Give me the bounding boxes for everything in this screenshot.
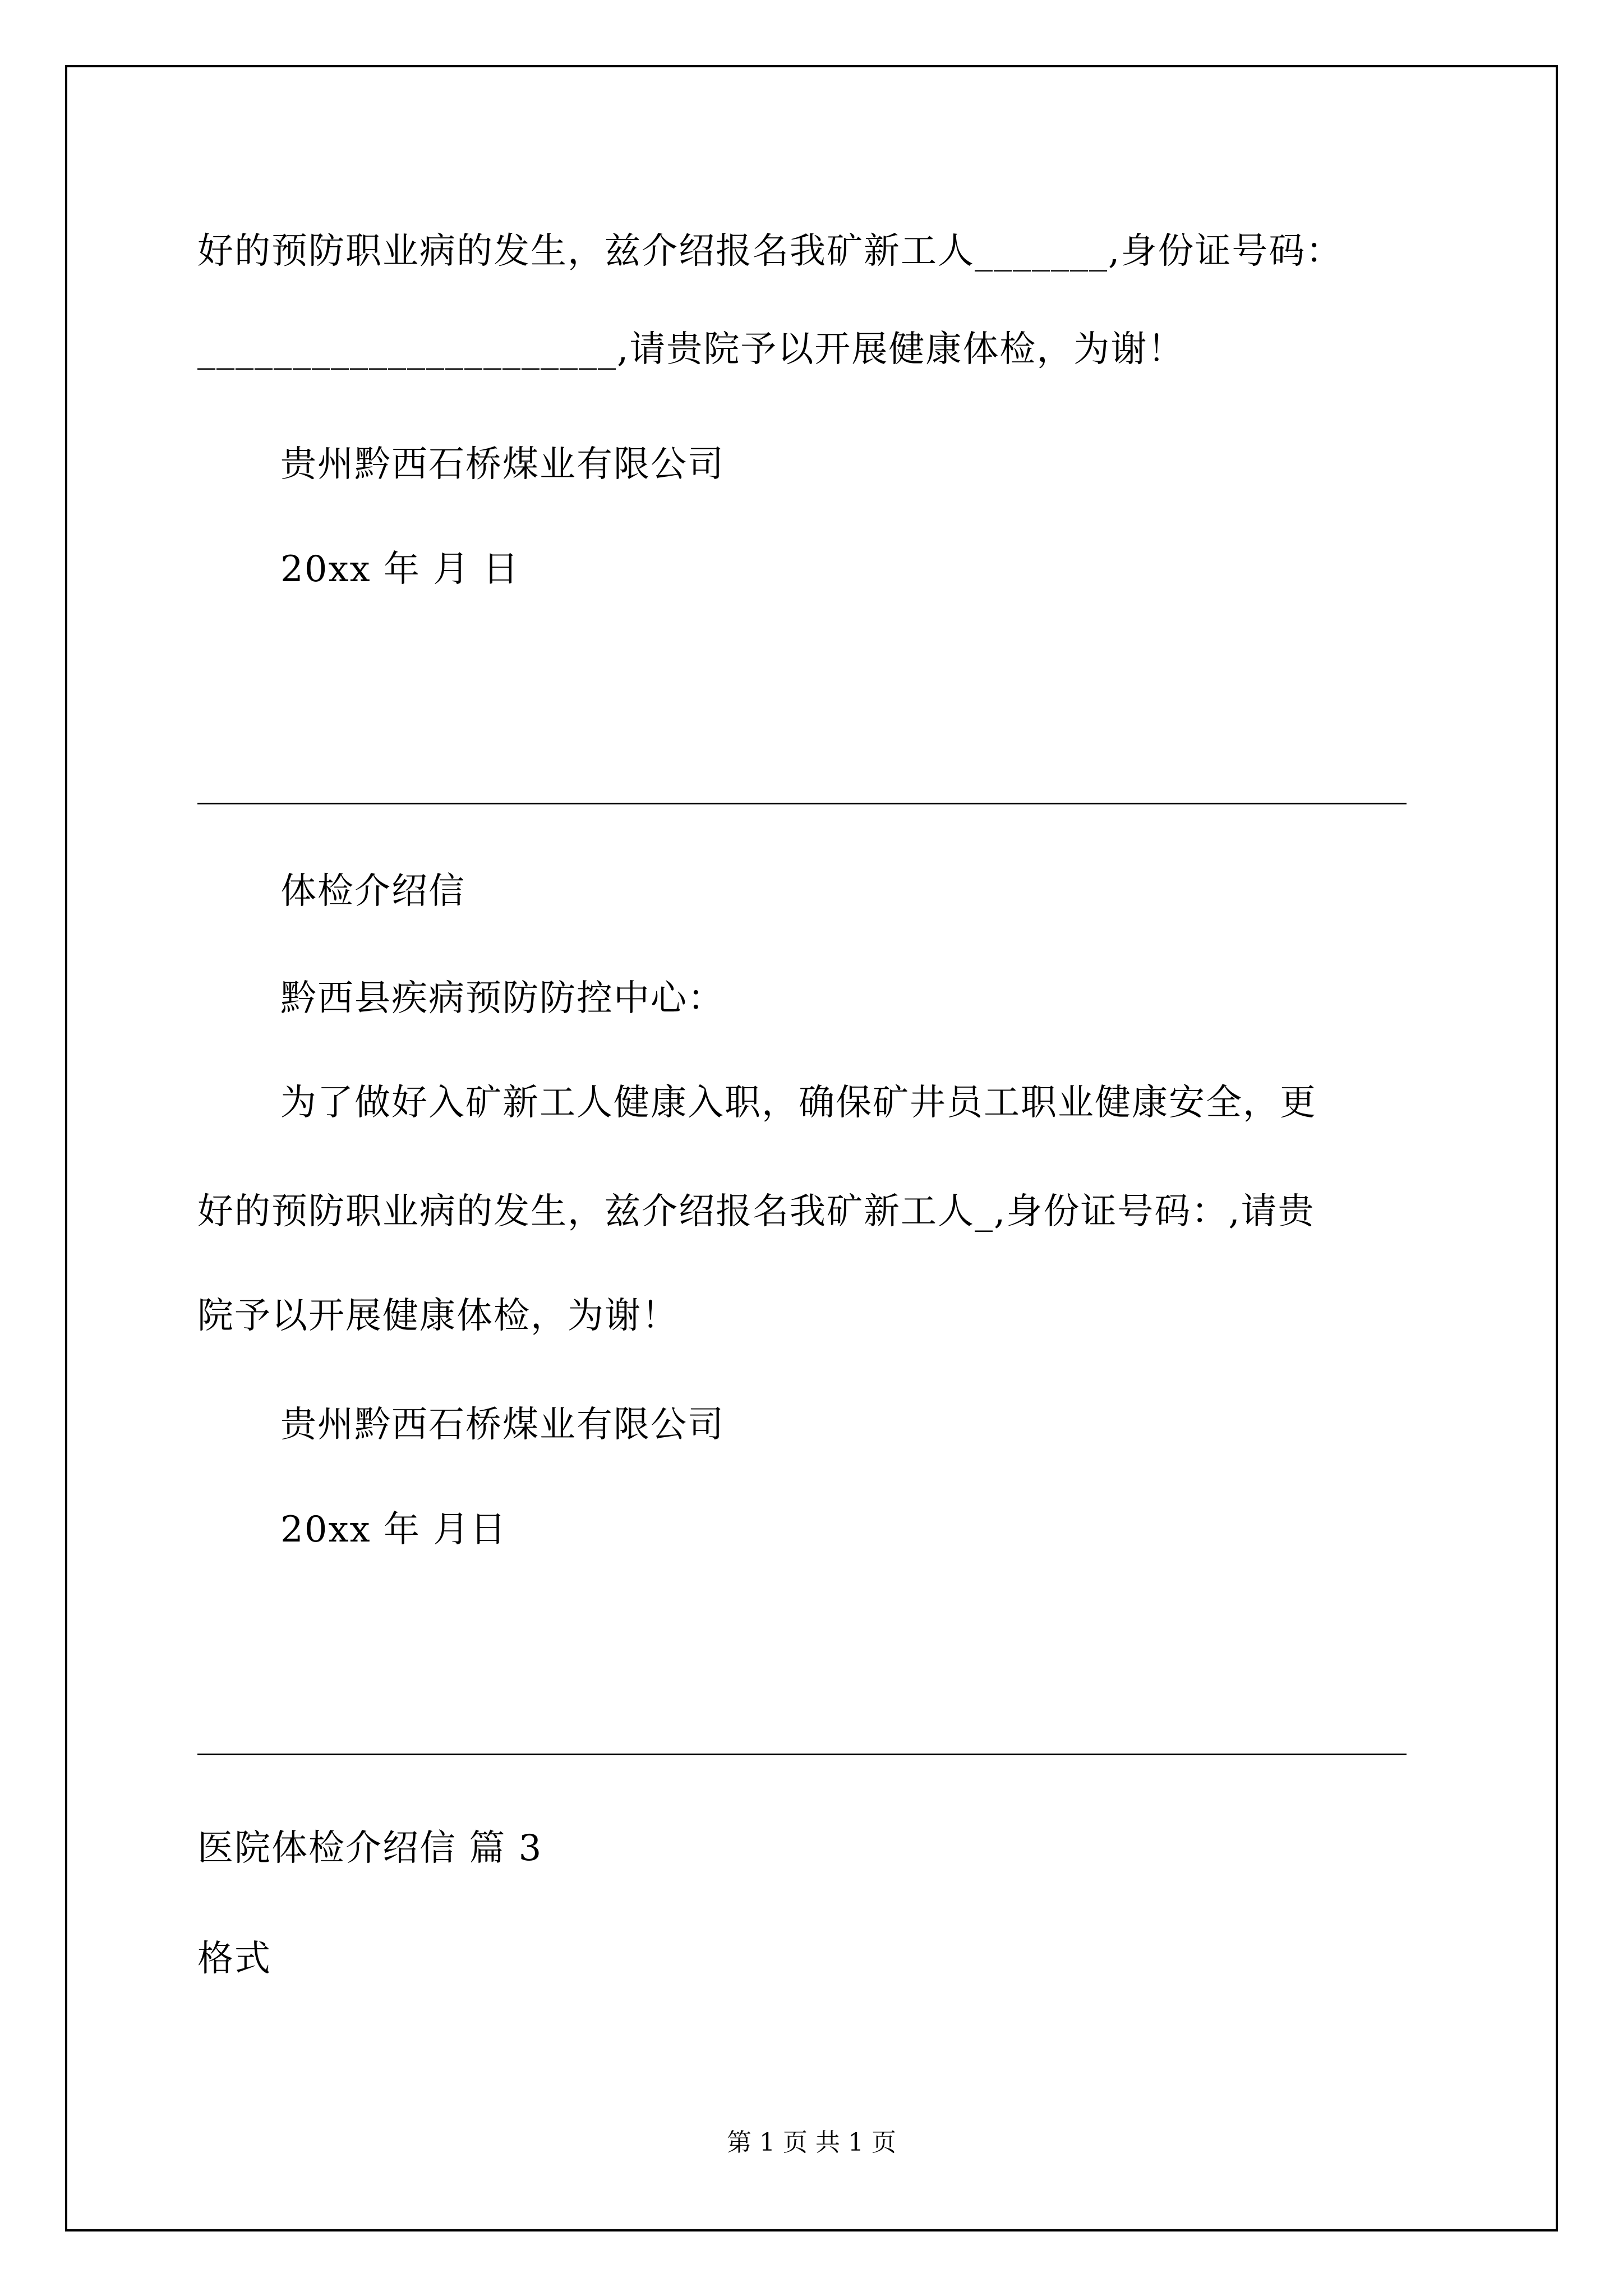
section2-body-line2: 好的预防职业病的发生，兹介绍报名我矿新工人_,身份证号码：,请贵: [197, 1191, 1315, 1232]
section1-company: 贵州黔西石桥煤业有限公司: [280, 444, 725, 485]
section-divider-1: [197, 803, 1407, 804]
section3-subtitle: 格式: [197, 1938, 271, 1980]
section1-date: 20xx 年 月 日: [280, 549, 520, 590]
section2-body-line3: 院予以开展健康体检，为谢！: [197, 1295, 679, 1337]
section2-date: 20xx 年 月日: [280, 1509, 508, 1550]
section-divider-2: [197, 1754, 1407, 1755]
section1-line2: ______________________,请贵院予以开展健康体检，为谢！: [197, 329, 1185, 370]
section2-title: 体检介绍信: [280, 871, 465, 912]
section1-line1: 好的预防职业病的发生，兹介绍报名我矿新工人_______,身份证号码：: [197, 231, 1343, 272]
section2-addressee: 黔西县疾病预防防控中心：: [280, 978, 725, 1019]
page-frame: [65, 65, 1558, 2231]
section2-body-line1: 为了做好入矿新工人健康入职，确保矿井员工职业健康安全，更: [280, 1082, 1317, 1124]
section2-company: 贵州黔西石桥煤业有限公司: [280, 1404, 725, 1446]
page-footer: 第 1 页 共 1 页: [727, 2128, 896, 2157]
section3-title: 医院体检介绍信 篇 3: [197, 1828, 543, 1869]
